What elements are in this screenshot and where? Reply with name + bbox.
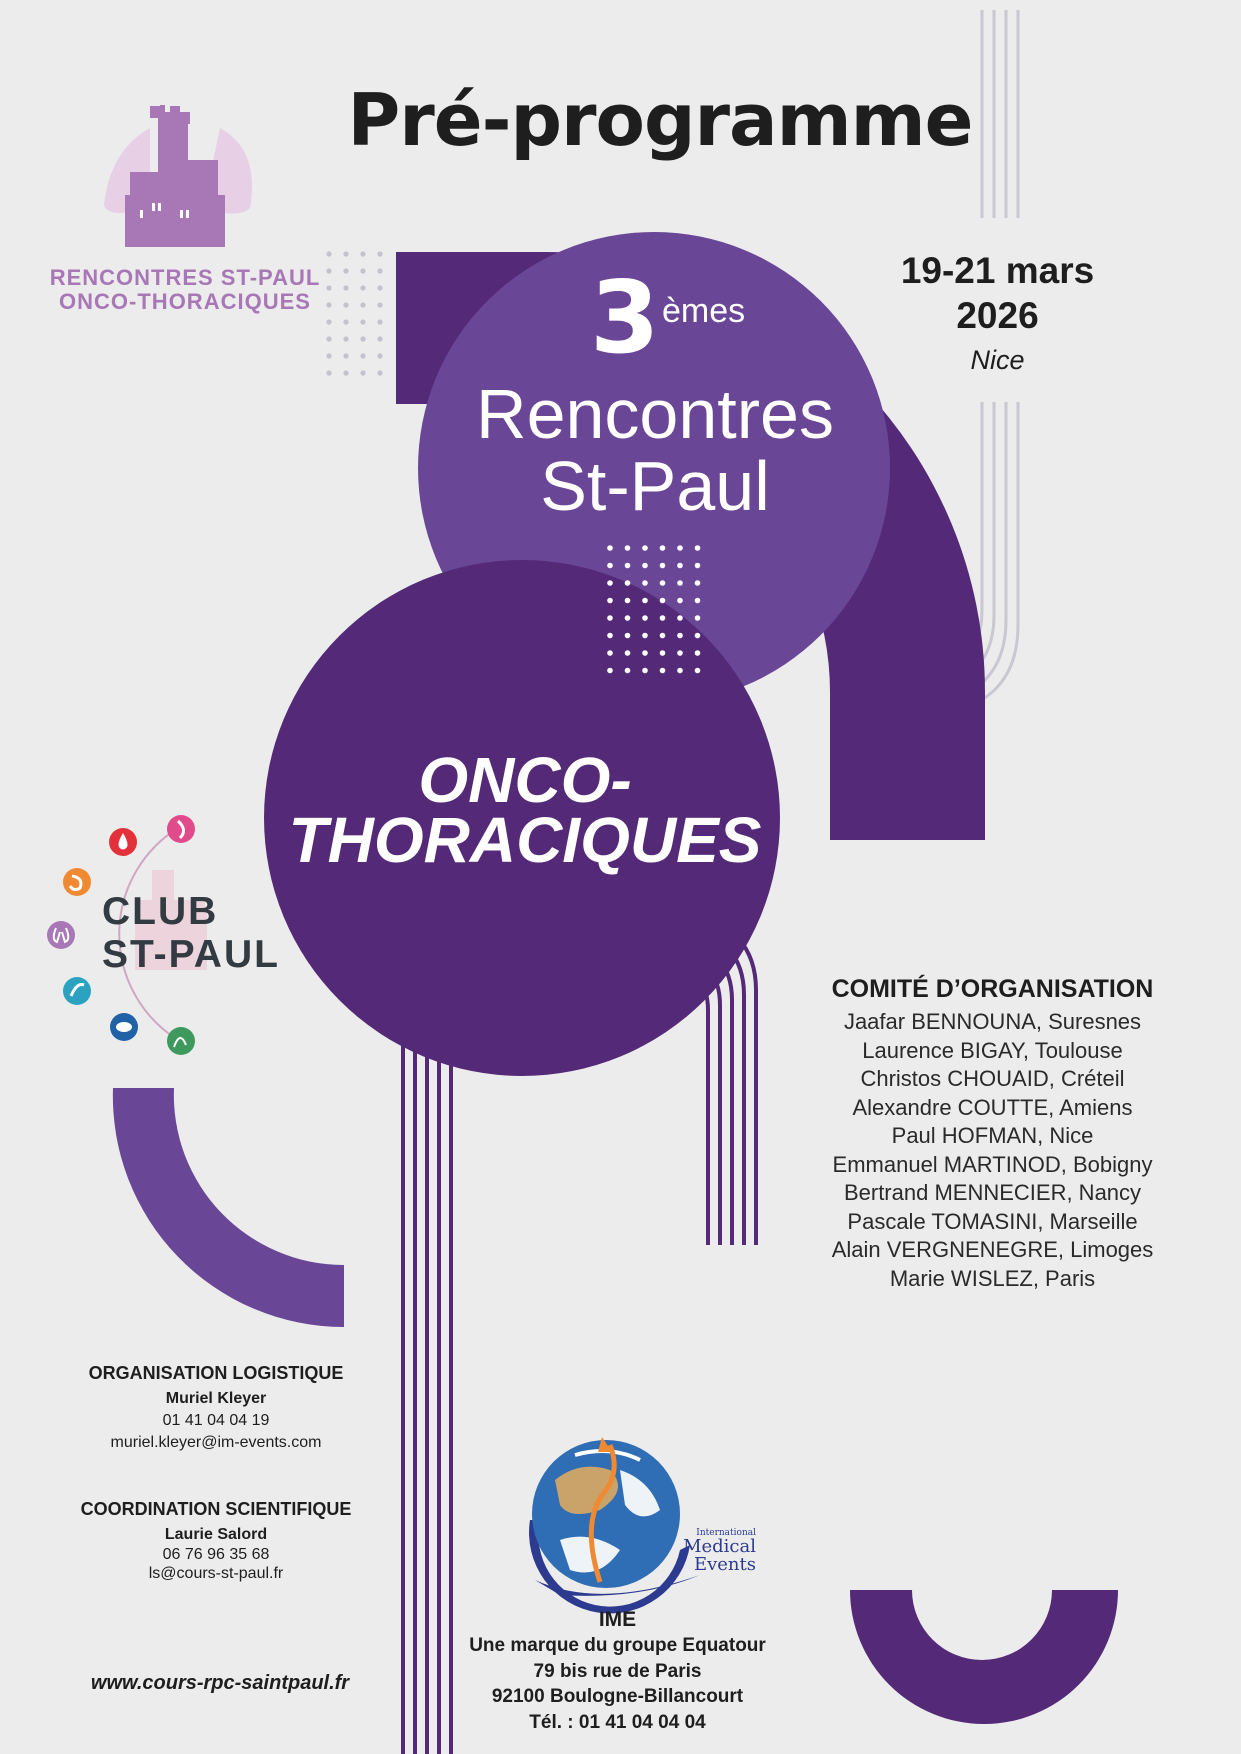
dot: [360, 251, 365, 256]
ime-badge-line-1: Medical: [683, 1536, 756, 1557]
committee-member: Alexandre COUTTE, Amiens: [852, 1094, 1133, 1120]
subtitle-line-2: THORACIQUES: [288, 804, 762, 876]
club-line-2: ST-PAUL: [102, 933, 280, 976]
dot: [360, 370, 365, 375]
edition-number: 3: [590, 259, 660, 376]
ime-line-2: 79 bis rue de Paris: [533, 1660, 702, 1682]
dot: [695, 650, 701, 656]
event-name: [430, 375, 880, 525]
event-date: [850, 248, 1145, 338]
dot: [677, 580, 683, 586]
dot: [343, 268, 348, 273]
committee-member: Marie WISLEZ, Paris: [889, 1265, 1096, 1291]
dot: [625, 633, 631, 639]
dot: [607, 580, 613, 586]
dot: [326, 251, 331, 256]
committee-member: Christos CHOUAID, Créteil: [860, 1066, 1125, 1091]
dot: [642, 580, 648, 586]
ime-line-1: Une marque du groupe Equatour: [469, 1635, 766, 1656]
dot: [377, 285, 382, 290]
dot: [607, 633, 613, 639]
dot: [377, 302, 382, 307]
dot: [625, 545, 631, 551]
dot: [642, 563, 648, 569]
scientific-contact: [66, 1499, 366, 1584]
ime-name: IME: [598, 1608, 637, 1631]
ime-phone: Tél. : 01 41 04 04 04: [529, 1711, 706, 1733]
dot: [326, 336, 331, 341]
dot: [607, 615, 613, 621]
website-link[interactable]: www.cours-rpc-saintpaul.fr: [90, 1672, 350, 1694]
dot: [377, 251, 382, 256]
dot: [660, 545, 666, 551]
bottom-semicircle-shape: [850, 1590, 1118, 1724]
dot: [607, 563, 613, 569]
dot: [343, 251, 348, 256]
dot: [360, 319, 365, 324]
logistics-heading: ORGANISATION LOGISTIQUE: [88, 1363, 344, 1383]
committee-member: Bertrand MENNECIER, Nancy: [843, 1180, 1142, 1205]
committee-member: Paul HOFMAN, Nice: [891, 1123, 1094, 1148]
dot: [677, 615, 683, 621]
dot: [642, 668, 648, 674]
committee-list: [800, 1008, 1185, 1293]
purple-lines-bottom: [403, 1045, 451, 1754]
club-logo-text: [102, 890, 280, 976]
committee-member: Jaafar BENNOUNA, Suresnes: [843, 1009, 1142, 1034]
ime-address: [450, 1607, 785, 1735]
subtitle-line-1: ONCO-: [418, 744, 632, 816]
dot: [625, 668, 631, 674]
left-arc-shape: [113, 1088, 344, 1327]
dot: [695, 598, 701, 604]
dot: [607, 545, 613, 551]
dot: [660, 615, 666, 621]
dot: [695, 615, 701, 621]
dot: [377, 353, 382, 358]
date-line-1: 19-21 mars: [900, 250, 1095, 291]
tower-icon: [125, 106, 225, 247]
event-subtitle: [255, 744, 795, 876]
dot: [625, 615, 631, 621]
dot: [660, 650, 666, 656]
committee-member: Emmanuel MARTINOD, Bobigny: [832, 1151, 1153, 1177]
globe-icon: [529, 1437, 700, 1613]
ime-badge-small: International: [696, 1528, 756, 1538]
dot: [343, 319, 348, 324]
dot: [642, 650, 648, 656]
pancreas-icon: [167, 1027, 195, 1055]
logo-line-1: RENCONTRES ST-PAUL: [49, 265, 321, 290]
logistics-email[interactable]: muriel.kleyer@im-events.com: [110, 1434, 322, 1451]
dot: [607, 650, 613, 656]
dot: [660, 598, 666, 604]
dot: [360, 302, 365, 307]
dot: [642, 615, 648, 621]
dot: [360, 268, 365, 273]
dot: [343, 336, 348, 341]
dot: [607, 598, 613, 604]
logistics-contact: [66, 1363, 366, 1454]
dot: [360, 336, 365, 341]
committee-member: Laurence BIGAY, Toulouse: [862, 1037, 1123, 1063]
dot: [695, 545, 701, 551]
logistics-phone: 01 41 04 04 19: [162, 1412, 270, 1429]
dot: [677, 633, 683, 639]
event-city: Nice: [970, 345, 1025, 375]
dot: [695, 563, 701, 569]
ime-line-3: 92100 Boulogne-Billancourt: [491, 1686, 744, 1707]
dot: [677, 563, 683, 569]
event-logo-text: [30, 266, 340, 314]
dot: [343, 370, 348, 375]
dot: [377, 370, 382, 375]
dot: [660, 563, 666, 569]
colon-icon: [63, 977, 91, 1005]
lungs-tower-logo: [104, 105, 252, 247]
dot: [660, 668, 666, 674]
logo-line-2: ONCO-THORACIQUES: [59, 289, 311, 314]
scientific-email[interactable]: ls@cours-st-paul.fr: [148, 1565, 284, 1582]
dot: [625, 650, 631, 656]
dot: [660, 633, 666, 639]
dot: [326, 370, 331, 375]
stomach-icon: [63, 868, 91, 896]
date-line-2: 2026: [956, 295, 1039, 336]
event-name-line-2: St-Paul: [540, 447, 770, 525]
scientific-name: Laurie Salord: [164, 1526, 268, 1543]
dot: [642, 598, 648, 604]
dot: [695, 633, 701, 639]
dot: [695, 668, 701, 674]
logistics-name: Muriel Kleyer: [165, 1390, 267, 1407]
dot: [625, 598, 631, 604]
dot: [677, 545, 683, 551]
lungs-icon: [47, 921, 75, 949]
ime-badge-line-2: Events: [693, 1554, 756, 1575]
dot: [326, 319, 331, 324]
dot: [607, 668, 613, 674]
committee-member: Alain VERGNENEGRE, Limoges: [831, 1237, 1154, 1262]
ime-badge: [676, 1528, 756, 1574]
dot: [343, 353, 348, 358]
dot: [695, 580, 701, 586]
scientific-phone: 06 76 96 35 68: [162, 1546, 270, 1563]
dot: [360, 285, 365, 290]
page-title: Pré-programme: [347, 78, 973, 162]
dot: [377, 336, 382, 341]
dot: [625, 580, 631, 586]
dot: [343, 285, 348, 290]
dot: [360, 353, 365, 358]
dot: [677, 598, 683, 604]
event-name-line-1: Rencontres: [476, 375, 834, 453]
organising-committee: [800, 975, 1185, 1293]
dot: [660, 580, 666, 586]
dot: [326, 353, 331, 358]
dot: [677, 668, 683, 674]
dot: [625, 563, 631, 569]
dot: [343, 302, 348, 307]
scientific-heading: COORDINATION SCIENTIFIQUE: [80, 1499, 352, 1519]
dot: [377, 268, 382, 273]
club-line-1: CLUB: [102, 890, 219, 933]
committee-title: COMITÉ D’ORGANISATION: [831, 975, 1154, 1003]
dot: [677, 650, 683, 656]
committee-member: Pascale TOMASINI, Marseille: [847, 1208, 1138, 1234]
grey-lines-top: [982, 10, 1018, 218]
dot: [642, 633, 648, 639]
dot: [642, 545, 648, 551]
edition-suffix: èmes: [662, 292, 746, 330]
dot: [377, 319, 382, 324]
